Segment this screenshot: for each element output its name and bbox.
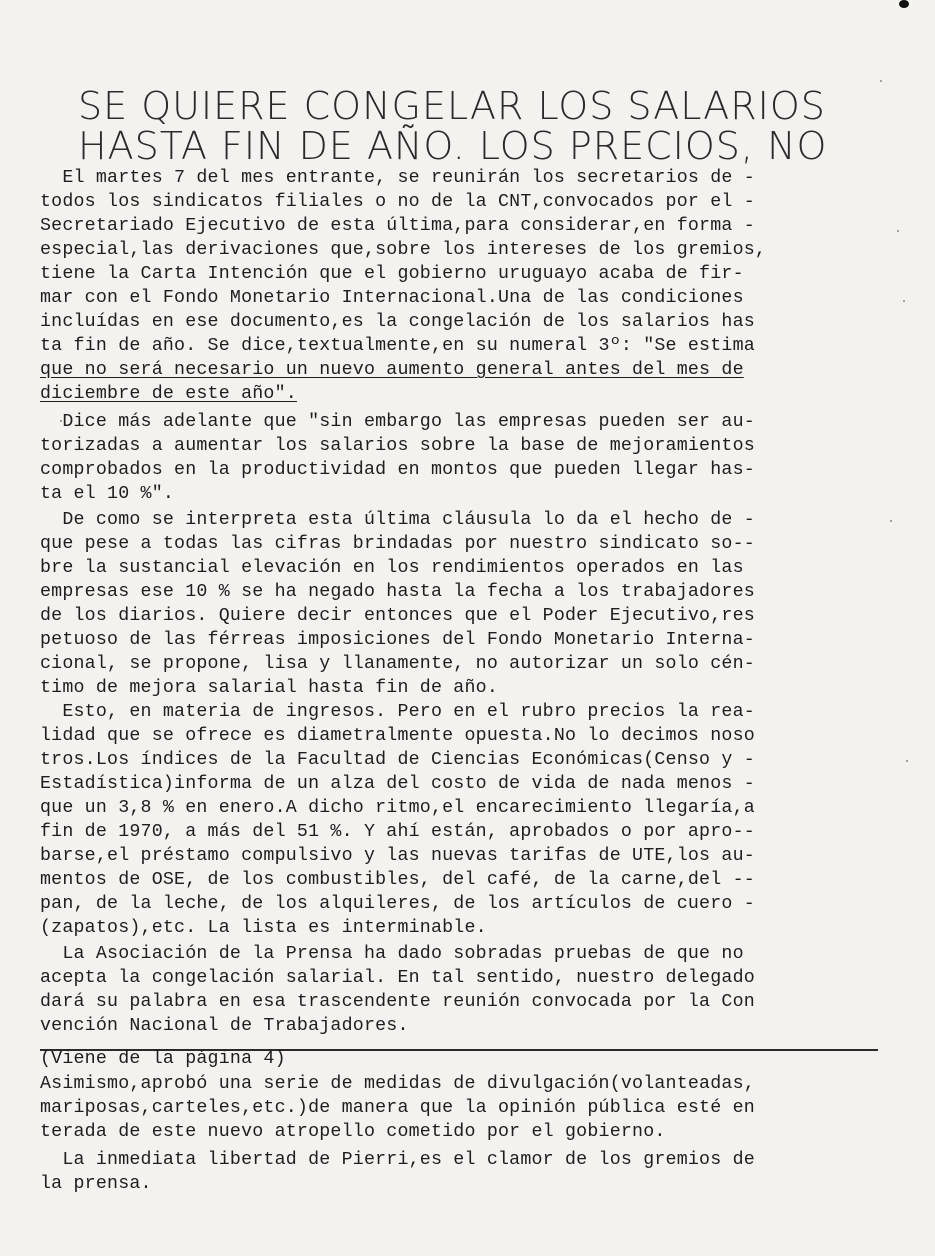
article-line: dará su palabra en esa trascendente reunión convocada por la Con — [40, 992, 755, 1012]
continuation-line: la prensa. — [40, 1174, 152, 1194]
article-line: vención Nacional de Trabajadores. — [40, 1016, 409, 1036]
article-line: especial,las derivaciones que,sobre los intereses de los gremios, — [40, 240, 767, 260]
article-line: Estadística)informa de un alza del costo de vida de nada menos - — [40, 774, 755, 794]
article-line: El martes 7 del mes entrante, se reunirán los secretarios de - — [40, 168, 755, 188]
article-line: torizadas a aumentar los salarios sobre la base de mejoramientos — [40, 436, 755, 456]
article-line: fin de 1970, a más del 51 %. Y ahí están, aprobados o por apro-- — [40, 822, 755, 842]
continuation-line: La inmediata libertad de Pierri,es el clamor de los gremios de — [40, 1150, 755, 1170]
article-line: acepta la congelación salarial. En tal sentido, nuestro delegado — [40, 968, 755, 988]
article-line: de los diarios. Quiere decir entonces que el Poder Ejecutivo,res — [40, 606, 755, 626]
article-line: Secretariado Ejecutivo de esta última,para considerar,en forma - — [40, 216, 755, 236]
article-line: ta el 10 %". — [40, 484, 175, 504]
quoted-line-underlined: que no será necesario un nuevo aumento general antes del mes de — [40, 360, 744, 380]
article-line: incluídas en ese documento,es la congelación de los salarios has — [40, 312, 755, 332]
headline-line-1: SE QUIERE CONGELAR LOS SALARIOS — [78, 84, 826, 128]
article-line: (zapatos),etc. La lista es interminable. — [40, 918, 487, 938]
continuation-label: (Viene de la página 4) — [40, 1049, 286, 1069]
article-line: Esto, en materia de ingresos. Pero en el rubro precios la rea- — [40, 702, 755, 722]
headline-line-2: HASTA FIN DE AÑO. LOS PRECIOS, NO — [78, 124, 828, 168]
continuation-line: Asimismo,aprobó una serie de medidas de divulgación(volanteadas, — [40, 1074, 755, 1094]
article-line: comprobados en la productividad en montos que pueden llegar has- — [40, 460, 755, 480]
article-line: tros.Los índices de la Facultad de Ciencias Económicas(Censo y - — [40, 750, 755, 770]
article-line: cional, se propone, lisa y llanamente, no autorizar un solo cén- — [40, 654, 755, 674]
article-line: timo de mejora salarial hasta fin de año. — [40, 678, 498, 698]
continuation-line: terada de este nuevo atropello cometido por el gobierno. — [40, 1122, 666, 1142]
continuation-line: mariposas,carteles,etc.)de manera que la opinión pública esté en — [40, 1098, 755, 1118]
article-line: mar con el Fondo Monetario Internacional.Una de las condiciones — [40, 288, 744, 308]
article-line: tiene la Carta Intención que el gobierno uruguayo acaba de fir- — [40, 264, 744, 284]
article-line: ta fin de año. Se dice,textualmente,en su numeral 3º: "Se estima — [40, 336, 755, 356]
article-line: pan, de la leche, de los alquileres, de los artículos de cuero - — [40, 894, 755, 914]
article-line: todos los sindicatos filiales o no de la CNT,convocados por el - — [40, 192, 755, 212]
article-line: De como se interpreta esta última cláusula lo da el hecho de - — [40, 510, 755, 530]
article-line: Dice más adelante que "sin embargo las empresas pueden ser au- — [40, 412, 755, 432]
article-line: que un 3,8 % en enero.A dicho ritmo,el encarecimiento llegaría,a — [40, 798, 755, 818]
article-line: petuoso de las férreas imposiciones del Fondo Monetario Interna- — [40, 630, 755, 650]
article-line: barse,el préstamo compulsivo y las nuevas tarifas de UTE,los au- — [40, 846, 755, 866]
article-line: empresas ese 10 % se ha negado hasta la fecha a los trabajadores — [40, 582, 755, 602]
article-line: bre la sustancial elevación en los rendimientos operados en las — [40, 558, 744, 578]
article-line: La Asociación de la Prensa ha dado sobradas pruebas de que no — [40, 944, 744, 964]
article-line: que pese a todas las cifras brindadas por nuestro sindicato so-- — [40, 534, 755, 554]
article-line: lidad que se ofrece es diametralmente opuesta.No lo decimos noso — [40, 726, 755, 746]
article-line: mentos de OSE, de los combustibles, del café, de la carne,del -- — [40, 870, 755, 890]
quoted-line-underlined: diciembre de este año". — [40, 384, 297, 404]
